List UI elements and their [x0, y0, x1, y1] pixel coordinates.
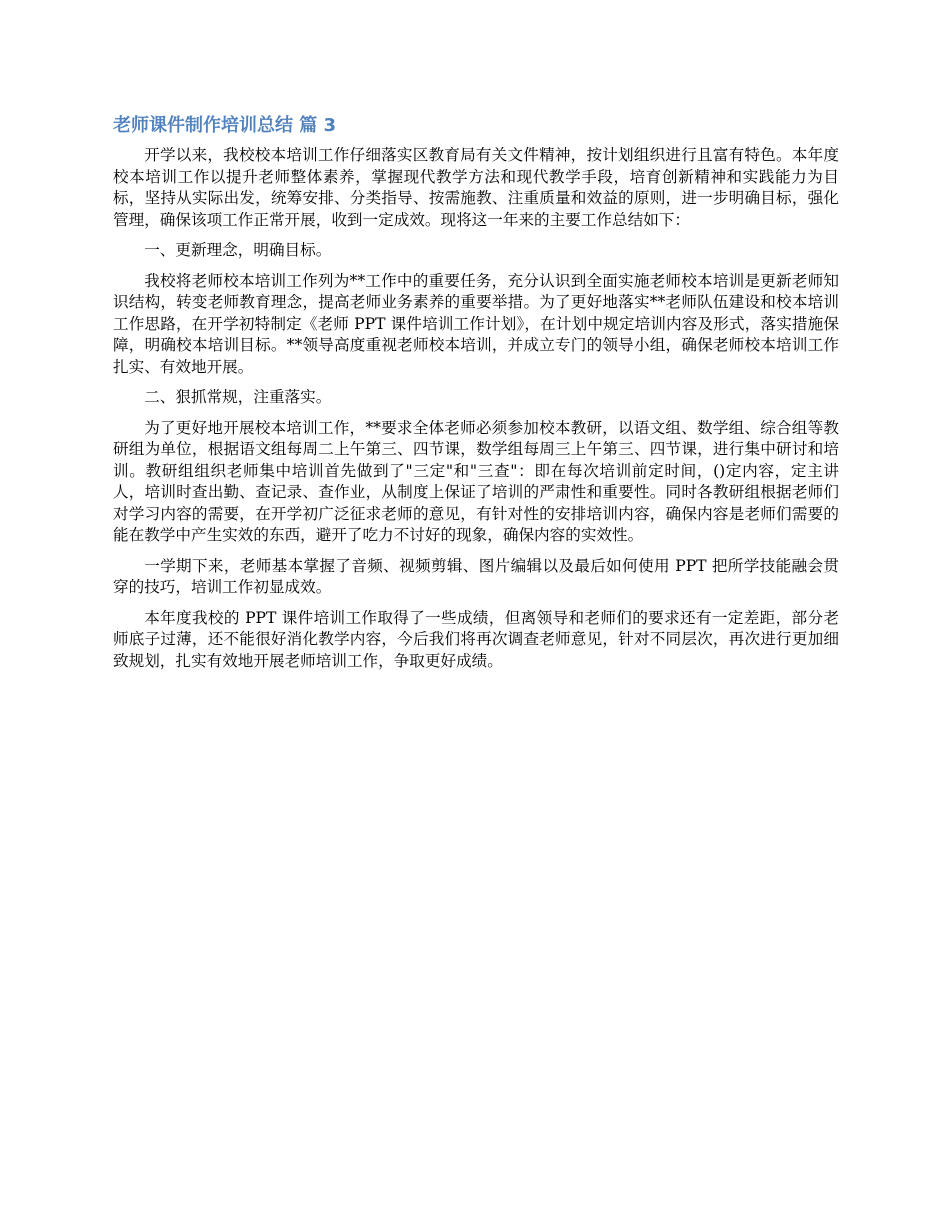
- document-title: 老师课件制作培训总结 篇 3: [113, 115, 337, 136]
- section-2-paragraph: 为了更好地开展校本培训工作，**要求全体老师必须参加校本教研，以语文组、数学组、综合组等教研组为单位，根据语文组每周二上午第三、四节课，数学组每周三上午第三、四节课，进行集中研讨和培训。教研组组织老师集中培训首先做到了"三定"和"三查"：即在每次培训前定时间，()定内容，定主讲人，培训时查出勤、查记录、查作业，从制度上保证了培训的严肃性和重要性。同时各教研组根据老师们对学习内容的需要，在开学初广泛征求老师的意见，有针对性的安排培训内容，确保内容是老师们需要的能在教学中产生实效的东西，避开了吃力不讨好的现象，确保内容的实效性。: [113, 418, 839, 544]
- document-body: [113, 113, 839, 681]
- section-heading-1: 一、更新理念，明确目标。: [144, 241, 332, 259]
- intro-paragraph: 开学以来，我校校本培训工作仔细落实区教育局有关文件精神，按计划组织进行且富有特色。本年度校本培训工作以提升老师整体素养，掌握现代教学方法和现代教学手段，培育创新精神和实践能力为目标，坚持从实际出发，统筹安排、分类指导、按需施教、注重质量和效益的原则，进一步明确目标，强化管理，确保该项工作正常开展，收到一定成效。现将这一年来的主要工作总结如下：: [113, 146, 839, 229]
- closing-paragraph: 本年度我校的 PPT 课件培训工作取得了一些成绩，但离领导和老师们的要求还有一定差距，部分老师底子过薄，还不能很好消化教学内容，今后我们将再次调查老师意见，针对不同层次，再次进行更加细致规划，扎实有效地开展老师培训工作，争取更好成绩。: [113, 608, 839, 670]
- section-1-paragraph: 我校将老师校本培训工作列为**工作中的重要任务，充分认识到全面实施老师校本培训是更新老师知识结构，转变老师教育理念，提高老师业务素养的重要举措。为了更好地落实**老师队伍建设和校本培训工作思路，在开学初特制定《老师 PPT 课件培训工作计划》，在计划中规定培训内容及形式，落实措施保障，明确校本培训目标。**领导高度重视老师校本培训，并成立专门的领导小组，确保老师校本培训工作扎实、有效地开展。: [113, 271, 839, 376]
- result-paragraph: 一学期下来，老师基本掌握了音频、视频剪辑、图片编辑以及最后如何使用 PPT 把所学技能融会贯穿的技巧，培训工作初显成效。: [113, 556, 839, 596]
- section-heading-2: 二、狠抓常规，注重落实。: [144, 388, 332, 406]
